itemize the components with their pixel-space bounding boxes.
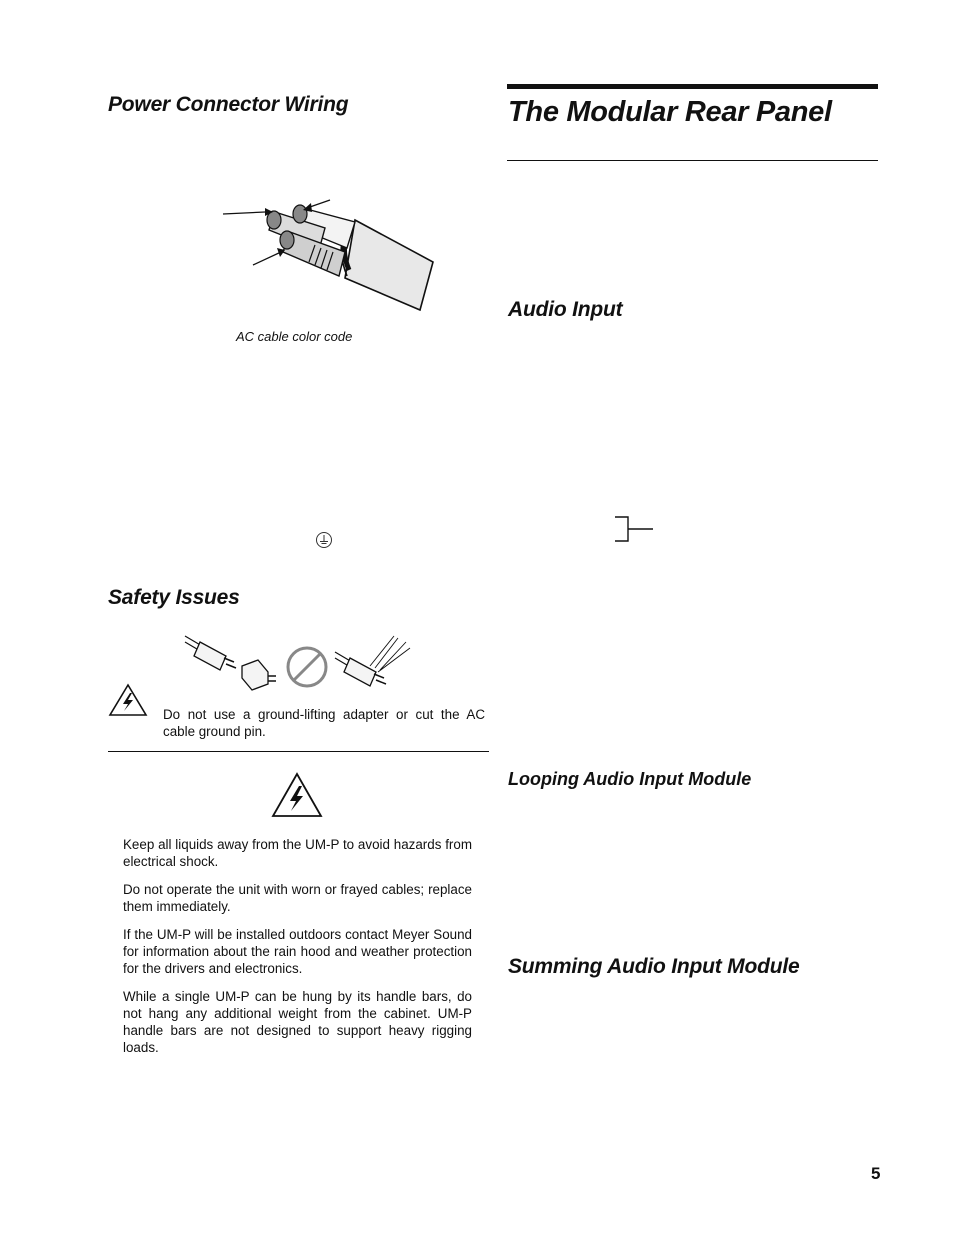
ac-cable-illustration: [215, 190, 445, 315]
looping-module-heading: Looping Audio Input Module: [508, 769, 752, 789]
electric-hazard-triangle-icon: [271, 772, 323, 818]
safety-paragraph: Keep all liquids away from the UM-P to avoid hazards from electrical shock.: [123, 837, 472, 869]
divider-line: [108, 751, 489, 752]
power-connector-heading: Power Connector Wiring: [108, 93, 349, 116]
cable-caption: AC cable color code: [236, 329, 353, 344]
safety-paragraph: If the UM-P will be installed outdoors contact Meyer Sound for information about the rain hood and weather protection for the drivers and electronics.: [123, 927, 472, 976]
page-number: 5: [871, 1164, 881, 1183]
ground-lift-adapter-illustration: [180, 628, 415, 700]
page-title: The Modular Rear Panel: [508, 96, 832, 128]
safety-paragraph: While a single UM-P can be hung by its handle bars, do not hang any additional weight from the cabinet. UM-P handle bars are not designed to support heavy rigging loads.: [123, 989, 472, 1055]
title-top-rule: [507, 84, 878, 89]
bracket-connector-icon: [612, 515, 656, 545]
ground-warning-text: Do not use a ground-lifting adapter or cut the AC cable ground pin.: [163, 707, 485, 739]
safety-paragraphs: [123, 836, 472, 1056]
summing-module-heading: Summing Audio Input Module: [508, 955, 800, 978]
warning-triangle-icon: [108, 683, 148, 717]
safety-issues-heading: Safety Issues: [108, 586, 240, 609]
safety-paragraph: Do not operate the unit with worn or frayed cables; replace them immediately.: [123, 882, 472, 914]
ground-icon: [315, 531, 333, 549]
audio-input-heading: Audio Input: [508, 298, 623, 321]
title-bottom-rule: [507, 160, 878, 161]
